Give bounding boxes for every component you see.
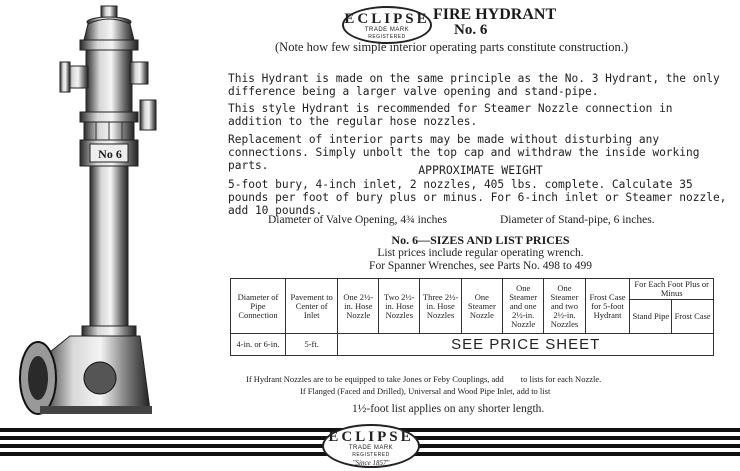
header-frost-case-foot: Frost Case <box>672 300 714 334</box>
weight-text: 5-foot bury, 4-inch inlet, 2 nozzles, 405 lbs. complete. Calculate 35 pounds per foot of bury plus or minus. For 6-inch inlet or Steamer nozzle, add 10 pounds. <box>228 178 727 217</box>
standpipe-diameter: Diameter of Stand-pipe, 6 inches. <box>500 214 655 226</box>
header-pipe-connection: Diameter of Pipe Connection <box>231 279 286 334</box>
hydrant-illustration <box>0 0 190 420</box>
paragraph-steamer: This style Hydrant is recommended for Steamer Nozzle connection in addition to the regular hose nozzles. <box>228 102 673 128</box>
header-pavement: Pavement to Center of Inlet <box>285 279 337 334</box>
paragraph-principle: This Hydrant is made on the same principle as the No. 3 Hydrant, the only difference being a larger valve opening and stand-pipe. <box>228 72 720 98</box>
logo-since: "Since 1857" <box>352 459 390 467</box>
price-table <box>230 278 714 356</box>
header-stand-pipe: Stand Pipe <box>630 300 672 334</box>
coupling-note: If Hydrant Nozzles are to be equipped to take Jones or Feby Couplings, add to lists for each Nozzle. <box>246 374 602 384</box>
logo-trademark: TRADE MARK <box>364 27 410 33</box>
hydrant-number: No. 6 <box>454 22 488 38</box>
header-one-steamer-nozzle: One Steamer Nozzle <box>461 279 502 334</box>
logo-trademark: TRADE MARK <box>348 445 394 451</box>
header-frost-case: Frost Case for 5-foot Hydrant <box>585 279 630 334</box>
weight-heading: APPROXIMATE WEIGHT <box>418 163 543 177</box>
eclipse-logo-bottom <box>322 424 420 468</box>
cell-pavement: 5-ft. <box>285 334 337 356</box>
see-price-sheet: SEE PRICE SHEET <box>338 334 714 356</box>
flanged-note: If Flanged (Faced and Drilled), Universal and Wood Pipe Inlet, add to list <box>300 386 551 396</box>
eclipse-logo-top <box>342 6 432 44</box>
header-one-hose-nozzle: One 2½-in. Hose Nozzle <box>338 279 379 334</box>
logo-registered: REGISTERED <box>368 34 406 40</box>
construction-note: (Note how few simple interior operating parts constitute construction.) <box>275 40 629 54</box>
page-title: FIRE HYDRANT <box>433 6 557 23</box>
header-each-foot: For Each Foot Plus or Minus <box>630 279 714 300</box>
header-steamer-one-nozzle: One Steamer and one 2½-in. Nozzle <box>503 279 544 334</box>
sizes-note-spanner: For Spanner Wrenches, see Parts No. 498 to 499 <box>369 260 592 272</box>
valve-opening: Diameter of Valve Opening, 4¾ inches <box>268 214 447 226</box>
header-two-hose-nozzles: Two 2½-in. Hose Nozzles <box>379 279 420 334</box>
logo-brand: ECLIPSE <box>344 11 430 27</box>
sizes-heading: No. 6—SIZES AND LIST PRICES <box>391 233 570 247</box>
hydrant-number-label: No 6 <box>98 147 122 161</box>
logo-registered: REGISTERED <box>352 452 390 458</box>
logo-brand: ECLIPSE <box>328 429 414 445</box>
header-three-hose-nozzles: Three 2½-in. Hose Nozzles <box>420 279 461 334</box>
header-steamer-two-nozzles: One Steamer and two 2½-in. Nozzles <box>544 279 585 334</box>
sizes-note-wrench: List prices include regular operating wrench. <box>377 247 584 259</box>
paragraph-replacement: Replacement of interior parts may be made without disturbing any connections. Simply unbolt the top cap and withdraw the inside working parts. <box>228 133 700 172</box>
shorter-length-note: 1½-foot list applies on any shorter length. <box>352 403 545 415</box>
cell-pipe-size: 4-in. or 6-in. <box>231 334 286 356</box>
